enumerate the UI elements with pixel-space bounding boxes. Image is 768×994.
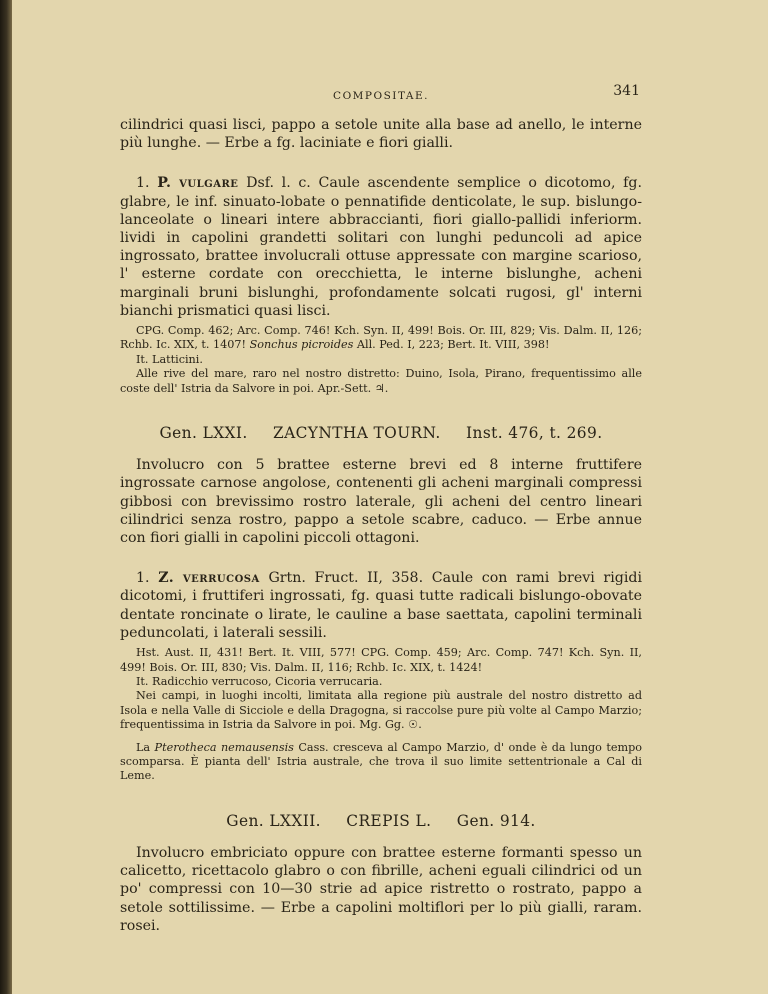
note-text: Cass. cresceva al Campo Marzio, d' onde è da lungo tempo scomparsa. È pianta dell' Istria australe, che trova il suo limite settentrionale a Cal di Leme. <box>120 740 642 783</box>
running-title: COMPOSITAE. <box>333 90 429 102</box>
genus-description: Involucro embriciato oppure con brattee esterne formanti spesso un calicetto, ricettacolo glabro o con fibrille, acheni eguali cilindrici od un po' compressi con 10—30 strie ad apice ristretto o rostrato, pappo a setole sottilissime. — Erbe a capolini moltiflori per lo più gialli, raram. rosei. <box>120 844 642 934</box>
common-name: It. Radicchio verrucoso, Cicoria verrucaria. <box>136 674 383 688</box>
habitat: Nei campi, in luoghi incolti, limitata alla regione più australe del nostro distretto ad Isola e nella Valle di Sicciole e della Dragogna, si raccolse pure più volte al Campo Marzio; frequentissima in Istria da Salvore in poi. Mg. Gg. ☉. <box>120 689 642 732</box>
references-text-end: All. Ped. I, 223; Bert. It. VIII, 398! <box>356 338 550 352</box>
genus-heading-zacyntha <box>120 424 642 442</box>
species-genus-abbr: Z. <box>158 570 175 587</box>
genus-heading-crepis <box>120 812 642 830</box>
references-synonym: Sonchus picroides <box>249 338 354 352</box>
species-name: vulgare <box>179 175 239 192</box>
historical-note <box>120 741 642 784</box>
species-references: Hst. Aust. II, 431! Bert. It. VIII, 577! CPG. Comp. 459; Arc. Comp. 747! Kch. Syn. II, 499! Bois. Or. III, 830; Vis. Dalm. II, 116; Rchb. Ic. XIX, t. 1424! <box>120 646 642 674</box>
species-name: verrucosa <box>182 570 260 587</box>
species-genus-abbr: P. <box>157 175 172 192</box>
genus-name: ZACYNTHA TOURN. <box>273 424 441 443</box>
running-head <box>120 82 642 104</box>
genus-number: Gen. LXXI. <box>159 424 248 443</box>
genus-name: CREPIS L. <box>346 811 432 830</box>
genus-description: Involucro con 5 brattee esterne brevi ed 8 interne fruttifere ingrossate carnose angolose, contenenti gli acheni marginali compressi gibbosi con brevissimo rostro laterale, gli acheni del centro lineari cilindrici senza rostro, pappo a setole scabre, caduco. — Erbe annue con fiori gialli in capolini piccoli ottagoni. <box>120 457 642 547</box>
intro-paragraph: cilindrici quasi lisci, pappo a setole unite alla base ad anello, le interne più lunghe. — Erbe a fg. laciniate e fiori gialli. <box>120 117 642 152</box>
genus-reference: Inst. 476, t. 269. <box>466 424 603 443</box>
note-taxon: Pterotheca nemausensis <box>154 740 294 754</box>
species-entry-verrucosa <box>120 569 642 642</box>
species-description: Grtn. Fruct. II, 358. Caule con rami brevi rigidi dicotomi, i fruttiferi ingrossati, fg. quasi tutte radicali bislungo-obovate dentate roncinate o lirate, le cauline a base saettata, capolini terminali peduncolati, i laterali sessili. <box>120 570 642 641</box>
common-name: It. Latticini. <box>136 352 203 366</box>
references-text: CPG. Comp. 462; Arc. Comp. 746! Kch. Syn. II, 499! Bois. Or. III, 829; Vis. Dalm. II, 126; Rchb. Ic. XIX, t. 1407! <box>120 324 642 352</box>
book-spine-shadow <box>0 0 12 994</box>
species-references <box>120 324 642 353</box>
species-description: Dsf. l. c. Caule ascendente semplice o dicotomo, fg. glabre, le inf. sinuato-lobate o pennatifide denticolate, le sup. bislungo-lanceolate o lineari intere abbraccianti, fiori giallo-pallidi inferiorm. lividi in capolini grandetti solitari con lunghi peduncoli ad apice ingrossato, brattee involucrali ottuse appressate con margine scarioso, l' esterne cordate con orecchietta, le interne bislunghe, acheni marginali bruni bislunghi, profondamente solcati rugosi, gl' interni bianchi prismatici quasi lisci. <box>120 175 642 319</box>
habitat: Alle rive del mare, raro nel nostro distretto: Duino, Isola, Pirano, frequentissimo alle coste dell' Istria da Salvore in poi. Apr.-Sett. ♃. <box>120 367 642 395</box>
book-page <box>120 82 642 935</box>
genus-reference: Gen. 914. <box>456 811 536 830</box>
species-number: 1. <box>136 175 150 192</box>
species-entry-vulgare <box>120 174 642 320</box>
species-number: 1. <box>136 570 150 587</box>
page-number: 341 <box>613 83 640 99</box>
genus-number: Gen. LXXII. <box>226 811 321 830</box>
note-prefix: La <box>136 740 151 754</box>
